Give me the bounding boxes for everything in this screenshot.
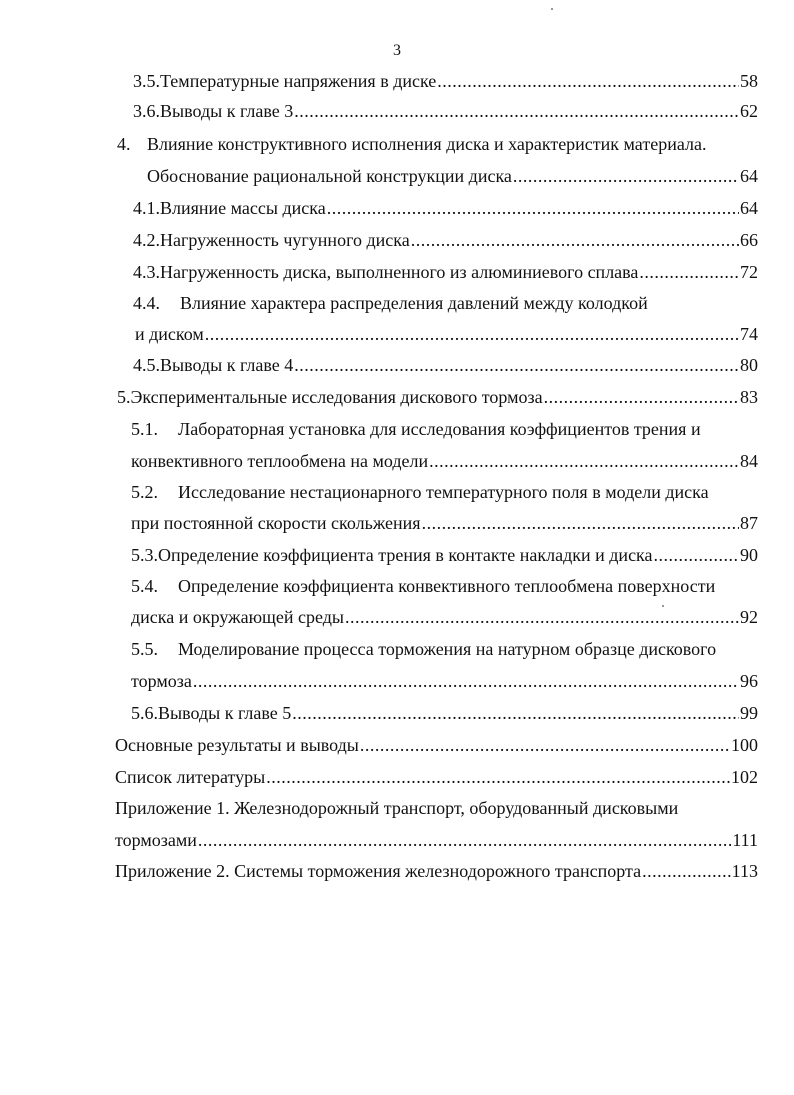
toc-entry-title: Влияние характера распределения давлений между колодкой (180, 293, 648, 313)
toc-entry-title: Приложение 1. Железнодорожный транспорт, оборудованный дисковыми (115, 798, 679, 818)
dot-leader (639, 261, 739, 283)
toc-entry-title: Влияние конструктивного исполнения диска и характеристик материала. (147, 134, 707, 154)
toc-entry-title: Приложение 2. Системы торможения железнодорожного транспорта (115, 861, 642, 881)
toc-entry-title-continuation: при постоянной скорости скольжения (131, 513, 421, 533)
dot-leader (345, 606, 739, 628)
toc-entry-number: 4.4. (133, 293, 160, 313)
toc-entry-number: 4. (117, 134, 131, 154)
toc-entry-page: 84 (740, 451, 758, 471)
scan-speck (662, 605, 664, 607)
toc-entry-page: 58 (740, 71, 758, 91)
dot-leader (544, 386, 739, 408)
dot-leader (654, 544, 739, 566)
toc-entry-page: 66 (740, 230, 758, 250)
dot-leader (294, 100, 739, 122)
dot-leader (513, 165, 739, 187)
toc-entry-title-continuation: и диском (135, 324, 204, 344)
page-number: 3 (393, 42, 401, 59)
toc-entry-title: Основные результаты и выводы (115, 735, 359, 755)
toc-entry-page: 100 (731, 735, 758, 755)
toc-entry-page: 72 (740, 262, 758, 282)
toc-entry-number: 5.3. (131, 545, 158, 565)
toc-entry-continuation (131, 512, 758, 534)
toc-entry (115, 734, 758, 756)
dot-leader (411, 229, 739, 251)
toc-entry-title-continuation: конвективного теплообмена на модели (131, 451, 429, 471)
toc-entry-page: 113 (731, 861, 758, 881)
toc-entry-title: Лабораторная установка для исследования коэффициентов трения и (178, 419, 701, 439)
dot-leader (422, 512, 739, 534)
toc-entry-page: 62 (740, 101, 758, 121)
toc-entry-heading (117, 133, 746, 155)
toc-entry-title-continuation: Обоснование рациональной конструкции диска (147, 166, 512, 186)
toc-entry (133, 70, 758, 92)
toc-entry-page: 99 (740, 703, 758, 723)
toc-entry-number: 5.6. (131, 703, 158, 723)
dot-leader (294, 354, 739, 376)
toc-entry-page: 74 (740, 324, 758, 344)
dot-leader (437, 70, 739, 92)
scan-speck (551, 8, 553, 10)
toc-entry-title: Температурные напряжения в диске (160, 71, 437, 91)
toc-entry-number: 3.5. (133, 71, 160, 91)
toc-entry-number: 5. (117, 387, 131, 407)
toc-entry (133, 261, 758, 283)
toc-entry-number: 4.3. (133, 262, 160, 282)
dot-leader (642, 860, 731, 882)
toc-entry (131, 544, 758, 566)
toc-entry-continuation (131, 606, 758, 628)
toc-entry-continuation (131, 670, 758, 692)
toc-entry-title: Моделирование процесса торможения на натурном образце дискового (178, 639, 717, 659)
dot-leader (193, 670, 739, 692)
toc-entry-title: Нагруженность чугунного диска (160, 230, 410, 250)
dot-leader (292, 702, 739, 724)
toc-entry-page: 111 (732, 830, 758, 850)
toc-entry-title: Исследование нестационарного температурного поля в модели диска (178, 482, 709, 502)
toc-entry-number: 3.6. (133, 101, 160, 121)
toc-entry-page: 92 (740, 607, 758, 627)
toc-entry-title: Определение коэффициента трения в контакте накладки и диска (158, 545, 653, 565)
toc-entry-continuation (147, 165, 758, 187)
dot-leader (205, 323, 739, 345)
toc-entry-number: 5.2. (131, 482, 158, 502)
toc-entry-page: 64 (740, 198, 758, 218)
toc-entry (115, 860, 758, 882)
toc-entry-title-continuation: тормоза (131, 671, 192, 691)
toc-entry-continuation (131, 450, 758, 472)
dot-leader (360, 734, 730, 756)
toc-entry-title: Экспериментальные исследования дискового тормоза (130, 387, 543, 407)
toc-entry-title: Выводы к главе 4 (160, 355, 294, 375)
toc-entry-number: 4.2. (133, 230, 160, 250)
toc-entry-title-continuation: диска и окружающей среды (131, 607, 344, 627)
toc-entry-title: Влияние массы диска (160, 198, 326, 218)
toc-entry-number: 5.1. (131, 419, 158, 439)
toc-entry-heading (133, 292, 746, 314)
toc-entry (133, 229, 758, 251)
toc-entry-title: Выводы к главе 3 (160, 101, 294, 121)
toc-entry-heading (115, 797, 746, 819)
toc-entry (131, 702, 758, 724)
toc-entry-title: Определение коэффициента конвективного теплообмена поверхности (178, 576, 716, 596)
dot-leader (266, 766, 730, 788)
toc-entry-number: 4.5. (133, 355, 160, 375)
toc-entry (133, 100, 758, 122)
toc-entry-heading (131, 638, 746, 660)
toc-entry-page: 90 (740, 545, 758, 565)
toc-entry-number: 5.4. (131, 576, 158, 596)
toc-entry-title: Нагруженность диска, выполненного из алюминиевого сплава (160, 262, 639, 282)
toc-entry-continuation (135, 323, 758, 345)
toc-entry (117, 386, 758, 408)
toc-entry-heading (131, 575, 746, 597)
toc-entry-heading (131, 481, 746, 503)
dot-leader (327, 197, 739, 219)
toc-entry-page: 80 (740, 355, 758, 375)
dot-leader (429, 450, 739, 472)
toc-entry-title-continuation: тормозами (115, 830, 197, 850)
toc-entry-page: 96 (740, 671, 758, 691)
toc-entry-number: 5.5. (131, 639, 158, 659)
toc-entry-page: 64 (740, 166, 758, 186)
toc-entry (133, 197, 758, 219)
toc-entry-page: 83 (740, 387, 758, 407)
toc-entry-page: 102 (731, 767, 758, 787)
toc-entry-title: Выводы к главе 5 (158, 703, 292, 723)
toc-entry-heading (131, 418, 746, 440)
toc-entry-page: 87 (740, 513, 758, 533)
toc-entry-number: 4.1. (133, 198, 160, 218)
dot-leader (198, 829, 731, 851)
toc-entry (115, 766, 758, 788)
toc-entry-continuation (115, 829, 758, 851)
toc-entry-title: Список литературы (115, 767, 266, 787)
toc-entry (133, 354, 758, 376)
